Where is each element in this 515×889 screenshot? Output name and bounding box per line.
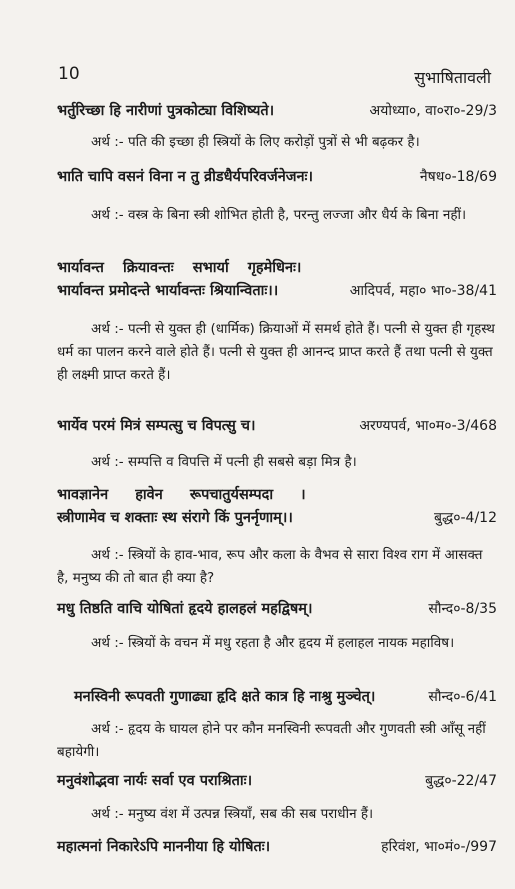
meaning-label: अर्थ :-	[91, 547, 124, 563]
meaning-text: मनुष्य वंश में उत्पन्न स्त्रियाँ, सब की सब पराधीन हैं।	[127, 806, 374, 822]
verse-reference: बुद्ध०-4/12	[434, 510, 497, 526]
verse	[57, 836, 497, 859]
verse-reference: सौन्द०-6/41	[428, 689, 497, 705]
verse-line: भार्यावन्त क्रियावन्तः सभार्या गृहमेधिनः।	[57, 260, 302, 276]
verse-reference: हरिवंश, भा०मं०-/997	[381, 839, 497, 855]
verse-reference: बुद्ध०-22/47	[425, 773, 497, 789]
verse-line: भार्येव परमं मित्रं सम्पत्सु च विपत्सु च।	[57, 418, 256, 434]
verse-reference: अरण्यपर्व, भा०म०-3/468	[359, 418, 497, 434]
verse-line: महात्मनां निकारेऽपि माननीया हि योषितः।	[57, 839, 271, 855]
meaning-text: स्त्रियों के हाव-भाव, रूप और कला के वैभव से सारा विश्व राग में आसक्त है, मनुष्य की तो बात ही क्या है?	[57, 547, 483, 586]
verse	[57, 770, 497, 793]
meaning	[57, 718, 495, 764]
meaning-text: वस्त्र के बिना स्त्री शोभित होती है, परन्तु लज्जा और धैर्य के बिना नहीं।	[127, 207, 467, 223]
verse-line: मनस्विनी रूपवती गुणाढ्या हृदि क्षते कात्र हि नाश्रु मुञ्चेत्।	[74, 689, 376, 705]
meaning	[57, 204, 495, 227]
verse-line: भार्यावन्त प्रमोदन्ते भार्यावन्तः श्रियान्विताः।।	[57, 283, 279, 299]
verse	[57, 100, 497, 123]
meaning-text: सम्पत्ति व विपत्ति में पत्नी ही सबसे बड़ा मित्र है।	[127, 454, 357, 470]
verse-reference: अयोध्या०, वा०रा०-29/3	[369, 103, 497, 119]
verse-line: भावज्ञानेन हावेन रूपचातुर्यसम्पदा ।	[57, 487, 306, 503]
meaning-label: अर्थ :-	[91, 635, 124, 651]
verse	[57, 415, 497, 438]
verse-reference: आदिपर्व, महा० भा०-38/41	[349, 283, 497, 299]
verse-line: भाति चापि वसनं विना न तु व्रीडधैर्यपरिवर्जनेजनः।	[57, 169, 313, 185]
verse-reference: सौन्द०-8/35	[428, 601, 497, 617]
page-number: 10	[58, 64, 80, 84]
meaning-label: अर्थ :-	[91, 134, 124, 150]
meaning	[57, 131, 495, 154]
verse-line: स्त्रीणामेव च शक्ताः स्थ संरागे किं पुनर्नृणाम्।।	[57, 510, 293, 526]
verse-reference: नैषध०-18/69	[419, 169, 497, 185]
meaning-label: अर्थ :-	[91, 721, 124, 737]
verse	[57, 257, 497, 303]
meaning-text: पति की इच्छा ही स्त्रियों के लिए करोड़ों पुत्रों से भी बढ़कर है।	[127, 134, 420, 150]
verse-line: मनुवंशोद्भवा नार्यः सर्वा एव पराश्रिताः।	[57, 773, 253, 789]
verse-line: भर्तुरिच्छा हि नारीणां पुत्रकोट्या विशिष्यते।	[57, 103, 275, 119]
meaning	[57, 632, 495, 655]
meaning	[57, 803, 495, 826]
meaning	[57, 544, 495, 590]
meaning-label: अर्थ :-	[91, 207, 124, 223]
meaning	[57, 318, 495, 387]
verse	[57, 598, 497, 621]
meaning-label: अर्थ :-	[91, 454, 124, 470]
verse	[57, 484, 497, 530]
meaning-text: स्त्रियों के वचन में मधु रहता है और हृदय में हलाहल नायक महाविष।	[127, 635, 455, 651]
meaning-label: अर्थ :-	[91, 806, 124, 822]
meaning-text: हृदय के घायल होने पर कौन मनस्विनी रूपवती और गुणवती स्त्री आँसू नहीं बहायेगी।	[57, 721, 486, 760]
meaning-text: पत्नी से युक्त ही (धार्मिक) क्रियाओं में समर्थ होते हैं। पत्नी से युक्त ही गृहस्थ धर्म का पालन करने वाले होते हैं। पत्नी से युक्त ही आनन्द प्राप्त करते हैं तथा पत्नी से युक्त ही लक्ष्मी प्राप्त करते हैं।	[57, 321, 495, 383]
verse	[57, 166, 497, 189]
meaning-label: अर्थ :-	[91, 321, 124, 337]
meaning	[57, 451, 495, 474]
verse-line: मधु तिष्ठति वाचि योषितां हृदये हालहलं महद्विषम्।	[57, 601, 313, 617]
verse	[74, 686, 497, 709]
running-header-title: सुभाषितावली	[414, 68, 491, 87]
